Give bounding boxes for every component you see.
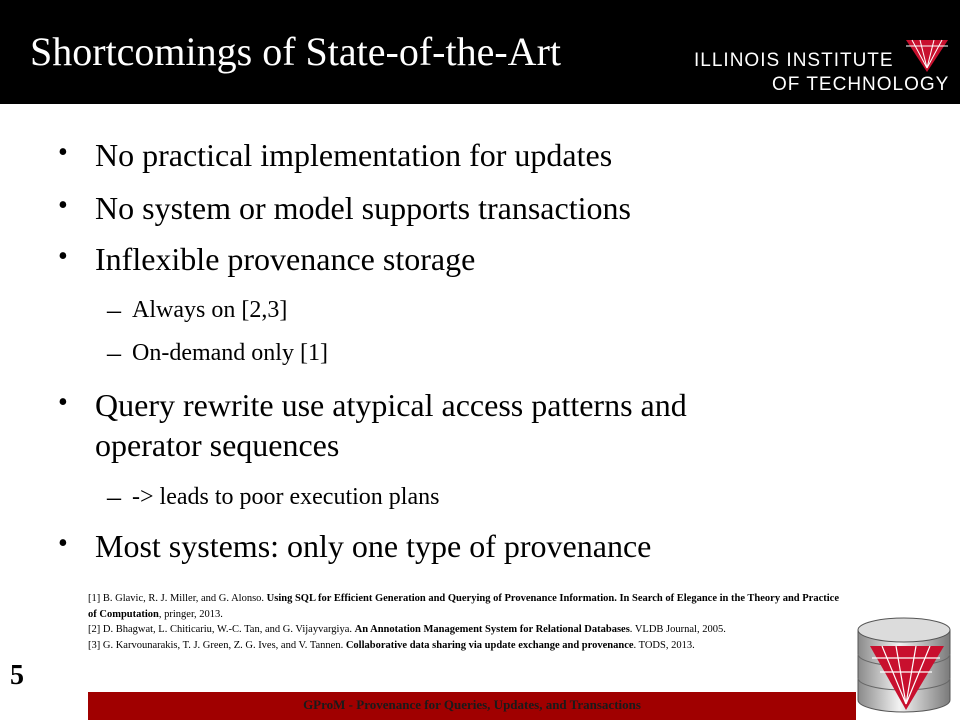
dash-glyph: – bbox=[107, 482, 121, 513]
references bbox=[88, 591, 848, 653]
bullet-glyph: • bbox=[58, 241, 68, 272]
iit-logo bbox=[694, 38, 956, 98]
dash-glyph: – bbox=[107, 338, 121, 369]
bullet-glyph: • bbox=[58, 190, 68, 221]
bullet-text: Most systems: only one type of provenance bbox=[95, 528, 652, 564]
bullet-text: Inflexible provenance storage bbox=[95, 241, 476, 277]
bullet-item bbox=[58, 190, 631, 227]
logo-text-line2: OF TECHNOLOGY bbox=[772, 74, 950, 95]
iit-logo-mark-icon bbox=[904, 38, 950, 74]
sub-bullet-item bbox=[107, 482, 440, 513]
reference-item bbox=[88, 638, 848, 654]
bullet-glyph: • bbox=[58, 528, 68, 559]
reference-title: Using SQL for Efficient Generation and Querying of Provenance Information. In Search of Elegance in the Theory and Practice of Computation bbox=[88, 593, 839, 620]
bullet-item bbox=[58, 387, 687, 424]
bullet-item bbox=[58, 528, 652, 565]
sub-bullet-text: -> leads to poor execution plans bbox=[132, 484, 440, 510]
bullet-glyph: • bbox=[58, 137, 68, 168]
bullet-text: No system or model supports transactions bbox=[95, 190, 631, 226]
reference-item bbox=[88, 591, 848, 622]
database-icon bbox=[850, 612, 958, 720]
footer-text: GProM - Provenance for Queries, Updates, and Transactions bbox=[303, 697, 641, 712]
logo-text-line1: ILLINOIS INSTITUTE bbox=[694, 50, 894, 71]
sub-bullet-text: On-demand only [1] bbox=[132, 340, 328, 366]
reference-authors: [2] D. Bhagwat, L. Chiticariu, W.-C. Tan, and G. Vijayvargiya. bbox=[88, 624, 355, 635]
bullet-text-continued: operator sequences bbox=[95, 427, 340, 463]
reference-venue: . TODS, 2013. bbox=[633, 639, 695, 651]
header-bar bbox=[0, 0, 960, 104]
bullet-item bbox=[58, 137, 613, 174]
dash-glyph: – bbox=[107, 295, 121, 326]
bullet-item bbox=[58, 241, 476, 278]
reference-title: Collaborative data sharing via update exchange and provenance bbox=[345, 639, 634, 651]
bullet-glyph: • bbox=[58, 387, 68, 418]
reference-title: An Annotation Management System for Relational Databases bbox=[354, 624, 630, 635]
reference-authors: [1] B. Glavic, R. J. Miller, and G. Alonso. bbox=[88, 593, 267, 604]
bullet-text: Query rewrite use atypical access patterns and bbox=[95, 387, 687, 423]
reference-venue: . VLDB Journal, 2005. bbox=[629, 624, 726, 635]
slide-title: Shortcomings of State-of-the-Art bbox=[30, 29, 561, 74]
sub-bullet-item bbox=[107, 295, 288, 326]
reference-authors: [3] G. Karvounarakis, T. J. Green, Z. G. Ives, and V. Tannen. bbox=[88, 639, 346, 651]
footer-bar bbox=[88, 692, 856, 720]
bullet-text: No practical implementation for updates bbox=[95, 137, 613, 173]
sub-bullet-item bbox=[107, 338, 328, 369]
slide-number: 5 bbox=[10, 660, 24, 691]
sub-bullet-text: Always on [2,3] bbox=[132, 297, 288, 323]
reference-venue: , pringer, 2013. bbox=[158, 608, 223, 620]
reference-item bbox=[88, 622, 848, 638]
